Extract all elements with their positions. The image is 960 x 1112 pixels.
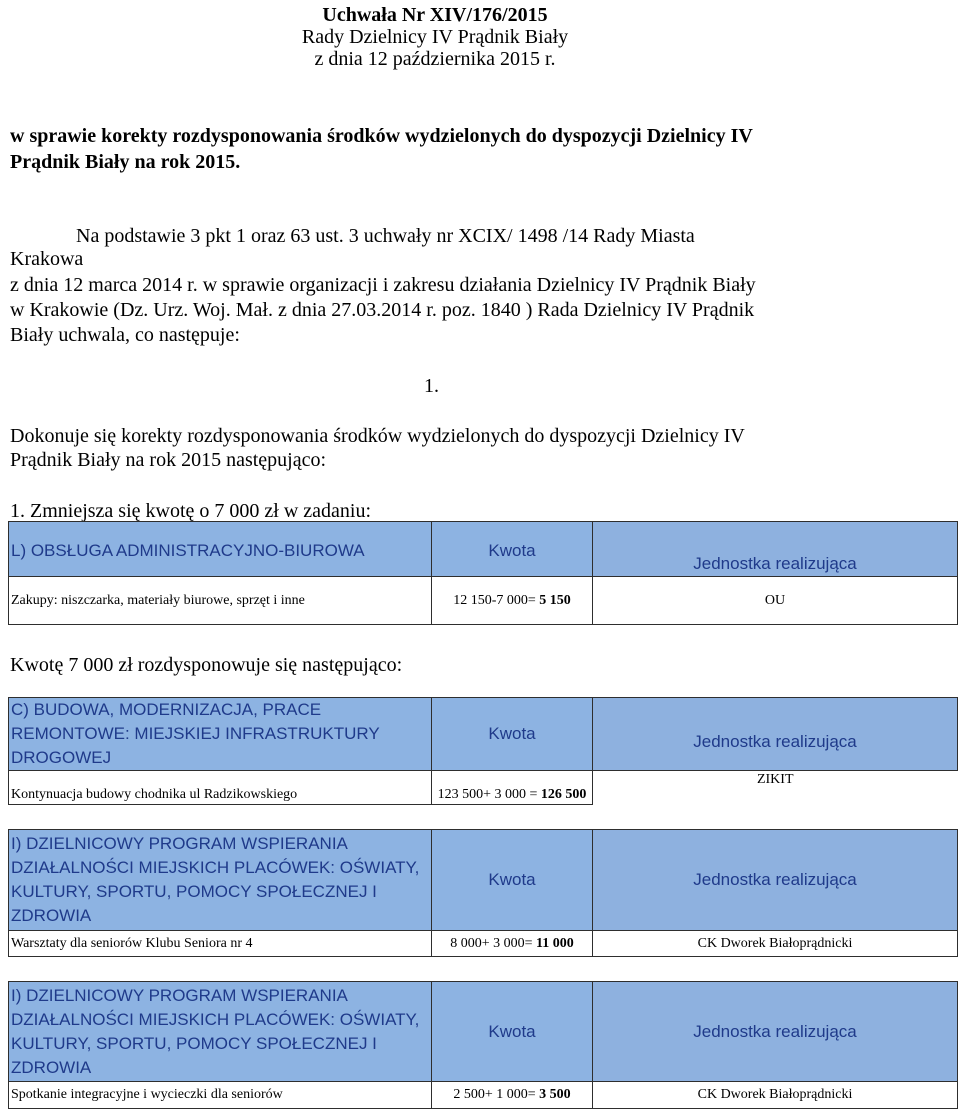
table-decrease [8, 521, 958, 625]
header-task-label-2: DZIAŁALNOŚCI MIEJSKICH PLACÓWEK: OŚWIATY, [11, 1009, 420, 1029]
header-task-cell [9, 830, 432, 931]
table-header-row [9, 830, 958, 931]
header-task-label-4: ZDROWIA [11, 906, 92, 925]
row-unit-cell: CK Dworek Białoprądnicki [593, 931, 958, 957]
header-amount-cell [432, 830, 593, 931]
row-amount-result: 126 500 [540, 787, 587, 802]
basis-line-4: w Krakowie (Dz. Urz. Woj. Mał. z dnia 27.03.2014 r. poz. 1840 ) Rada Dzielnicy IV Prądnik [10, 299, 755, 321]
row-amount-prefix: 2 500+ 1 000= [453, 1087, 540, 1102]
header-unit-label: Jednostka realizująca [693, 554, 857, 573]
header-task-label-4: ZDROWIA [11, 1057, 92, 1077]
header-amount-label: Kwota [488, 870, 536, 889]
header-unit-cell [593, 982, 958, 1082]
header-unit-label: Jednostka realizująca [693, 1021, 857, 1041]
subject-line-1: w sprawie korekty rozdysponowania środków wydzielonych do dyspozycji Dzielnicy IV [10, 125, 753, 147]
header-task-cell [9, 698, 432, 771]
header-unit-label: Jednostka realizująca [693, 732, 857, 751]
header-task-label-3: KULTURY, SPORTU, POMOCY SPOŁECZNEJ I [11, 1033, 377, 1053]
row-amount-result: 5 150 [539, 592, 571, 608]
subject-line-2: Prądnik Biały na rok 2015. [10, 151, 241, 173]
basis-line-5: Biały uchwala, co następuje: [10, 324, 240, 346]
header-task-label-1: I) DZIELNICOWY PROGRAM WSPIERANIA [11, 985, 348, 1005]
resolution-title: Uchwała Nr XIV/176/2015 [322, 4, 548, 26]
resolution-issuer: Rady Dzielnicy IV Prądnik Biały [301, 26, 569, 48]
header-unit-label: Jednostka realizująca [693, 870, 857, 889]
table-row [9, 1082, 958, 1109]
table-roads [8, 697, 958, 805]
decrease-statement: 1. Zmniejsza się kwotę o 7 000 zł w zadaniu: [10, 500, 372, 522]
header-task-label-2: REMONTOWE: MIEJSKIEJ INFRASTRUKTURY [11, 724, 380, 743]
header-task-label-1: C) BUDOWA, MODERNIZACJA, PRACE [11, 700, 322, 719]
intro-line-1: Dokonuje się korekty rozdysponowania środków wydzielonych do dyspozycji Dzielnicy IV [10, 425, 745, 447]
table-row [9, 577, 958, 625]
header-unit-cell [593, 830, 958, 931]
table-senior-workshops [8, 829, 958, 957]
table-row [9, 931, 958, 957]
distribute-statement: Kwotę 7 000 zł rozdysponowuje się następująco: [10, 654, 403, 676]
basis-line-3: z dnia 12 marca 2014 r. w sprawie organizacji i zakresu działania Dzielnicy IV Prądnik Biały [10, 274, 756, 296]
header-task-label-2: DZIAŁALNOŚCI MIEJSKICH PLACÓWEK: OŚWIATY, [11, 858, 420, 877]
header-task-label-1: I) DZIELNICOWY PROGRAM WSPIERANIA [11, 834, 348, 853]
header-amount-label: Kwota [488, 724, 536, 743]
row-task-cell: Warsztaty dla seniorów Klubu Seniora nr 4 [9, 931, 432, 957]
row-amount-result: 11 000 [536, 935, 574, 951]
row-amount-cell [432, 577, 593, 625]
row-task-cell: Spotkanie integracyjne i wycieczki dla seniorów [9, 1082, 432, 1109]
header-task-cell [9, 522, 432, 577]
row-amount-prefix: 123 500+ 3 000 = [437, 787, 541, 802]
row-task-cell: Kontynuacja budowy chodnika ul Radzikowskiego [9, 771, 432, 805]
row-unit-cell: CK Dworek Białoprądnicki [593, 1082, 958, 1109]
table-senior-trips [8, 981, 958, 1109]
table-header-row [9, 982, 958, 1082]
header-amount-cell [432, 522, 593, 577]
basis-line-2: Krakowa [10, 248, 84, 270]
header-amount-label: Kwota [488, 541, 536, 560]
header-amount-label: Kwota [488, 1021, 536, 1041]
row-amount-prefix: 8 000+ 3 000= [450, 935, 537, 951]
header-amount-cell [432, 982, 593, 1082]
header-task-label: L) OBSŁUGA ADMINISTRACYJNO-BIUROWA [11, 541, 365, 560]
resolution-date: z dnia 12 października 2015 r. [314, 48, 556, 70]
row-amount-prefix: 12 150-7 000= [453, 592, 540, 608]
row-amount-cell [432, 1082, 593, 1109]
row-task-cell: Zakupy: niszczarka, materiały biurowe, sprzęt i inne [9, 577, 432, 625]
row-unit-cell: OU [593, 577, 958, 625]
header-unit-cell [593, 698, 958, 771]
row-unit-cell: ZIKIT [756, 772, 794, 787]
basis-line-1: Na podstawie 3 pkt 1 oraz 63 ust. 3 uchwały nr XCIX/ 1498 /14 Rady Miasta [76, 225, 695, 247]
row-amount-cell [432, 771, 593, 805]
section-mark: 1. [424, 375, 439, 397]
table-header-row [9, 698, 958, 771]
header-unit-cell [593, 522, 958, 577]
header-task-cell [9, 982, 432, 1082]
intro-line-2: Prądnik Biały na rok 2015 następująco: [10, 449, 327, 471]
header-task-label-3: KULTURY, SPORTU, POMOCY SPOŁECZNEJ I [11, 882, 377, 901]
table-header-row [9, 522, 958, 577]
row-amount-result: 3 500 [539, 1087, 571, 1102]
header-task-label-3: DROGOWEJ [11, 748, 112, 767]
row-amount-cell [432, 931, 593, 957]
table-row [9, 771, 958, 805]
header-amount-cell [432, 698, 593, 771]
